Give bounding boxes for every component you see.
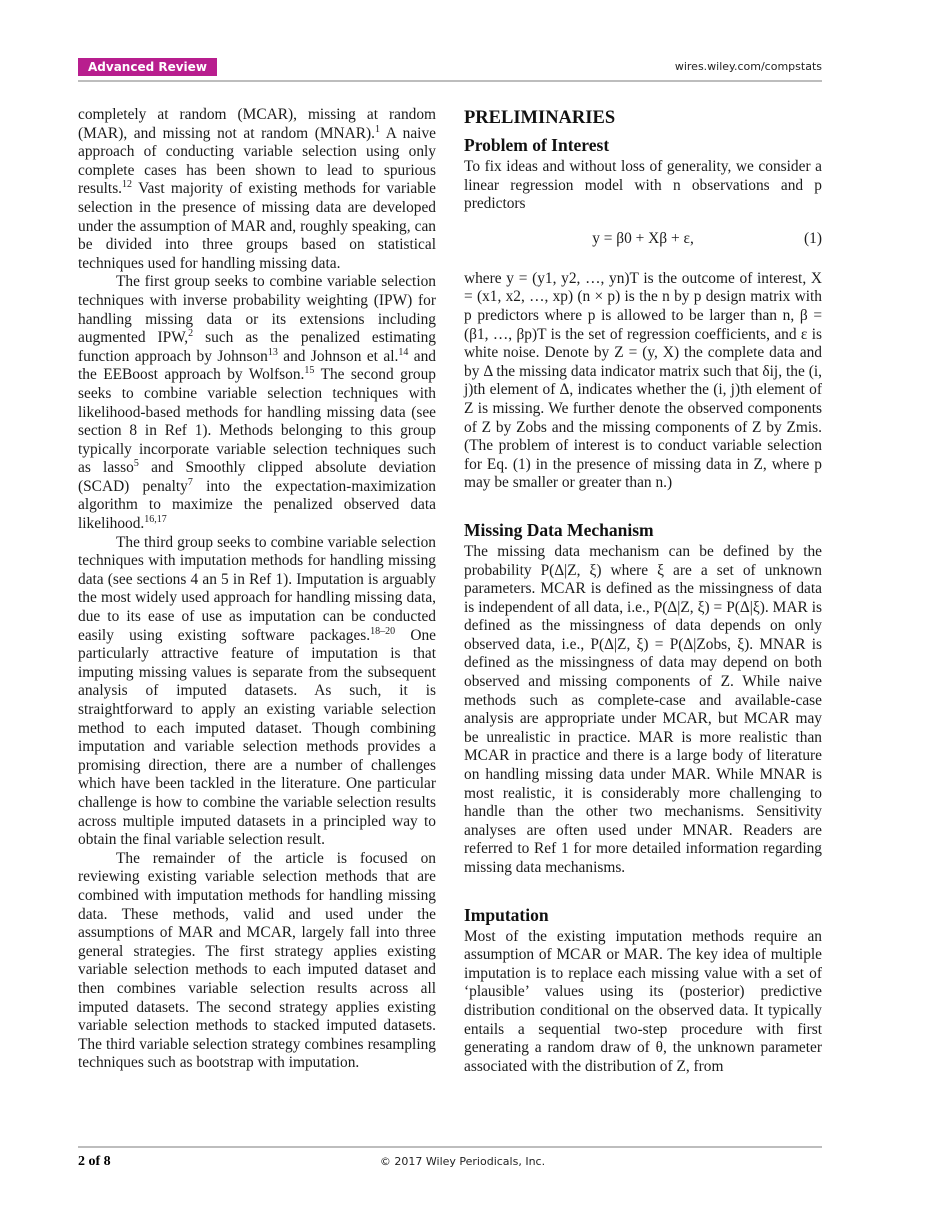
right-column	[464, 106, 822, 1076]
left-column	[78, 106, 436, 1073]
citation[interactable]: 12	[122, 179, 133, 191]
paragraph-mechanism: The missing data mechanism can be defined by the probability P(Δ|Z, ξ) where ξ are a set of unknown parameters. MCAR is defined as the missingness of data is independent of all data, i.e., P(Δ|Z, ξ) = P(Δ|ξ). MAR is defined as the missingness of data depends on only observed data, i.e., P(Δ|Z, ξ) = P(Δ|Zobs, ξ). MNAR is defined as the missingness of data may depend on both observed and missing components of Z. While naive methods such as complete-case and available-case analysis are appropriate under MCAR, but MCAR may be unrealistic in practice. MAR is more realistic than MCAR in practice and there is a large body of literature on handling missing data under MAR. While MNAR is most realistic, it is considerably more challenging to handle than the other two mechanisms. Sensitivity analyses are often used under MNAR. Readers are referred to Ref 1 for more detailed information regarding missing data mechanisms.	[464, 542, 822, 876]
citation[interactable]: 18–20	[370, 625, 396, 637]
citation[interactable]: 14	[398, 346, 409, 358]
paragraph-remainder: The remainder of the article is focused on reviewing existing variable selection methods that are combined with imputation methods for handling missing data. These methods, valid and used under the assumptions of MAR and MCAR, largely fall into three general strategies. The first strategy applies existing variable selection methods to each imputed dataset and then combines variable selection results across all imputed datasets. The second strategy applies existing variable selection methods to stacked imputed datasets. The third variable selection strategy combines resampling techniques such as bootstrap with imputation.	[78, 849, 436, 1072]
paragraph-first-group: The first group seeks to combine variable selection techniques with inverse probability weighting (IPW) for handling missing data or its extensions including augmented IPW,$^2$ such as the penalized estimating function approach by Johnson$^{13}$ and Johnson et al.$^{14}$ and the EEBoost approach by Wolfson.$^{15}$ The second group seeks to combine variable selection techniques with likelihood-based methods for handling missing data (see section 8 in Ref 1). Methods belonging to this group typically incorporate variable selection techniques such as lasso$^5$ and Smoothly clipped absolute deviation (SCAD) penalty$^7$ into the expectation-maximization algorithm to maximize the penalized observed data likelihood.$^{16,17}$	[78, 273, 437, 533]
citation[interactable]: 5	[133, 458, 139, 470]
paragraph-imputation: Most of the existing imputation methods require an assumption of MCAR or MAR. The key idea of multiple imputation is to replace each missing value with a set of ‘plausible’ values using its (posterior) predictive distribution conditional on the observed data. It typically entails a sequential two-step procedure with first generating a random draw of θ, the unknown parameter associated with the distribution of Z, from	[464, 927, 822, 1075]
section-label: Advanced Review	[78, 58, 217, 76]
page-number: 2 of 8	[78, 1154, 111, 1169]
citation[interactable]: 15	[304, 365, 315, 377]
equation-1	[464, 216, 822, 270]
paragraph-problem-intro: To fix ideas and without loss of generality, we consider a linear regression model with n observations and p predictors	[464, 158, 822, 213]
copyright-notice: © 2017 Wiley Periodicals, Inc.	[379, 1155, 546, 1168]
section-heading-preliminaries: PRELIMINARIES	[464, 108, 616, 128]
equation-number: (1)	[804, 229, 822, 247]
subsection-heading-mechanism: Missing Data Mechanism	[464, 519, 654, 540]
citation[interactable]: 1	[375, 123, 381, 135]
journal-url[interactable]: wires.wiley.com/compstats	[674, 60, 822, 73]
paragraph-intro: completely at random (MCAR), missing at random (MAR), and missing not at random (MNAR).$^1$ A naive approach of conducting variable selection using only complete cases has been shown to lead to spurious results.$^{12}$ Vast majority of existing methods for variable selection in the presence of missing data are developed under the assumption of MAR and, roughly speaking, can be divided into three groups based on statistical techniques used for handling missing data.	[78, 106, 436, 272]
citation[interactable]: 16,17	[144, 513, 167, 525]
paragraph-third-group: The third group seeks to combine variable selection techniques with imputation methods for handling missing data (see sections 4 an 5 in Ref 1). Imputation is arguably the most widely used approach for handling missing data, due to its ease of use as imputation can be conducted easily using existing software packages.$^{18-20}$ One particularly attractive feature of imputation is that imputing missing values is separate from the subsequent analysis of imputed datasets. As such, it is straightforward to apply an existing variable selection method to each imputed dataset. Though combining imputation and variable selection methods provides a promising direction, there are a number of challenges which have been tackled in the literature. One particular challenge is how to combine the variable selection results across multiple imputed datasets in a principled way to obtain the final variable selection result.	[78, 533, 436, 849]
equation-body: y = β0 + Xβ + ε,	[592, 229, 694, 247]
footer-divider	[78, 1146, 822, 1148]
subsection-heading-imputation: Imputation	[464, 904, 549, 925]
header-divider	[78, 80, 822, 82]
citation[interactable]: 2	[188, 328, 194, 339]
subsection-heading-problem: Problem of Interest	[464, 135, 610, 155]
citation[interactable]: 13	[267, 346, 278, 358]
paragraph-problem-definition: where y = (y1, y2, …, yn)T is the outcome of interest, X = (x1, x2, …, xp) (n × p) is the n by p design matrix with p predictors where p is allowed to be larger than n, β = (β1, …, βp)T is the set of regression coefficients, and ε is white noise. Denote by Z = (y, X) the complete data and by Δ the missing data indicator matrix such that δij, the (i, j)th element of Δ, indicates whether the (i, j)th element of Z is missing. We further denote the observed components of Z by Zobs and the missing components of Z by Zmis. (The problem of interest is to conduct variable selection for Eq. (1) in the presence of missing data in Z, where p may be smaller or greater than n.)	[464, 269, 822, 492]
citation[interactable]: 7	[187, 476, 193, 488]
